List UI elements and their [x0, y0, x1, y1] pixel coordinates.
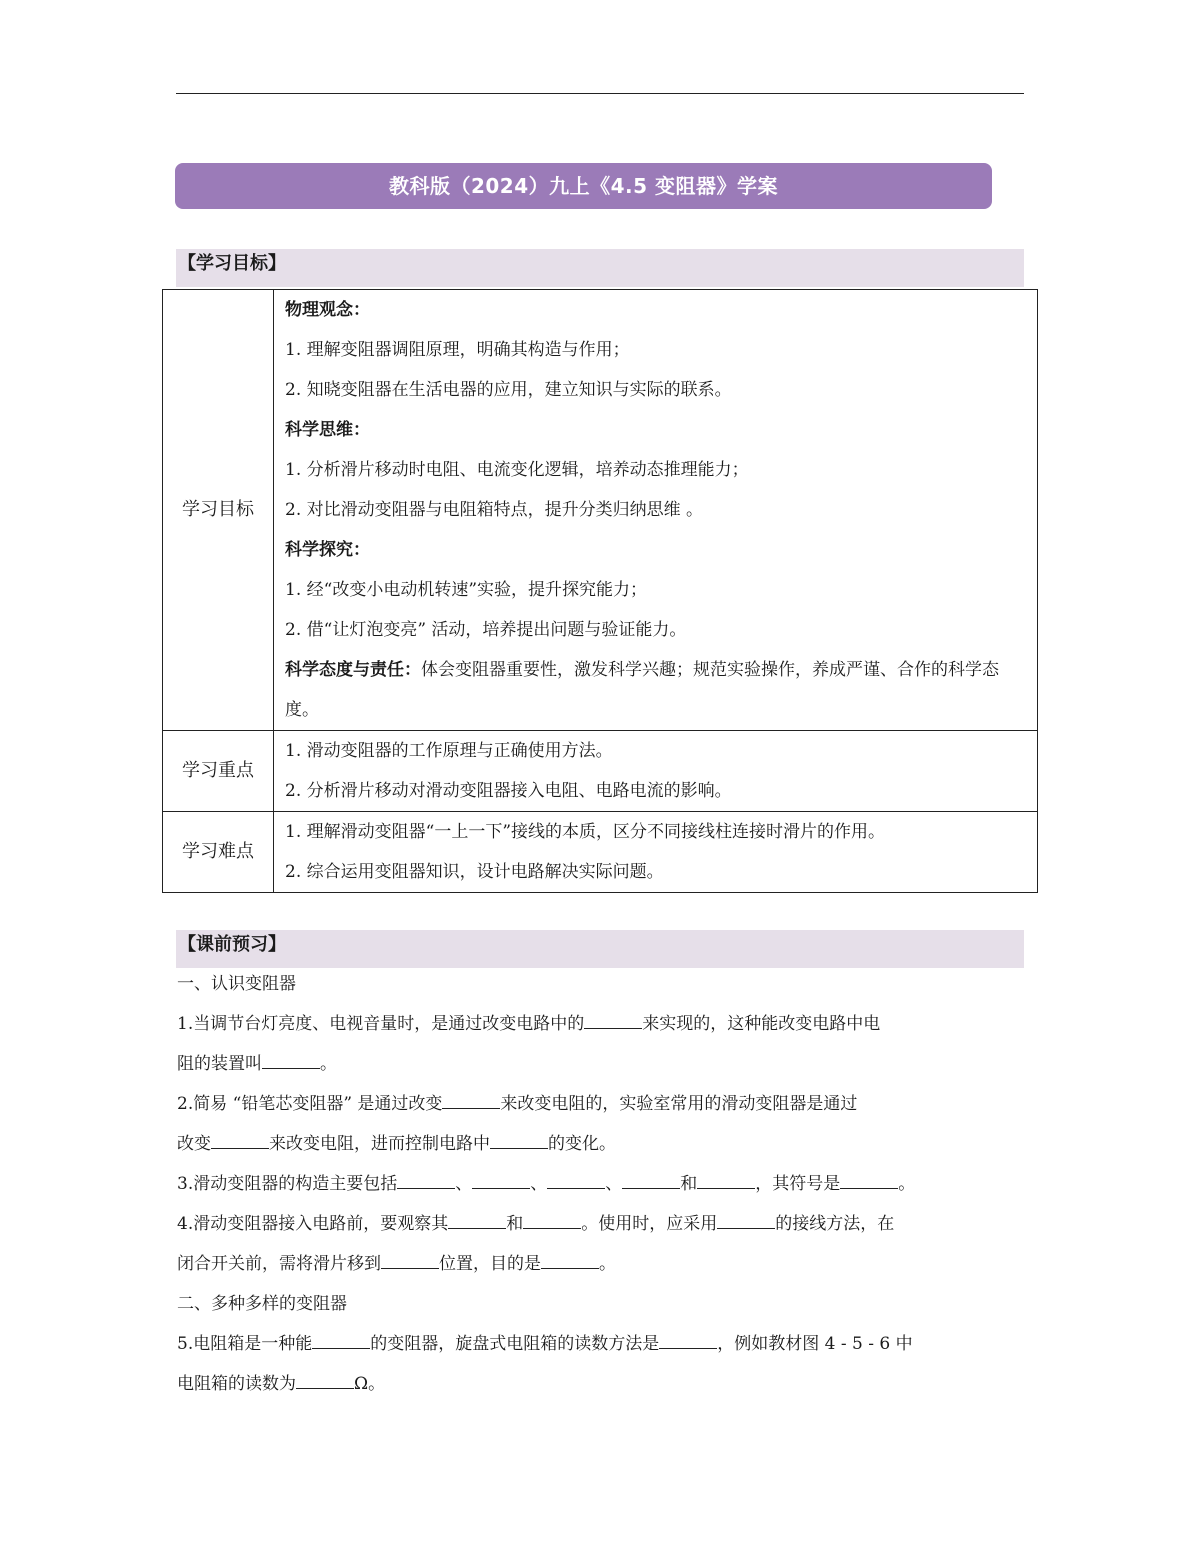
difficulty-item-2: 2. 综合运用变阻器知识，设计电路解决实际问题。 — [285, 862, 664, 882]
q2-text-d: 来改变电阻，进而控制电路中 — [269, 1134, 490, 1154]
table-row-difficulty — [163, 812, 1038, 893]
thinking-heading: 科学思维： — [285, 420, 370, 440]
answer-blank[interactable] — [296, 1370, 354, 1389]
answer-blank[interactable] — [584, 1010, 642, 1029]
q3-text-b: ，其符号是 — [755, 1174, 841, 1194]
answer-blank[interactable] — [659, 1330, 717, 1349]
answer-blank[interactable] — [490, 1130, 548, 1149]
difficulty-label: 学习难点 — [163, 812, 274, 893]
answer-blank[interactable] — [211, 1130, 269, 1149]
table-row-goals — [163, 290, 1038, 731]
answer-blank[interactable] — [547, 1170, 605, 1189]
q5-text-b: 的变阻器，旋盘式电阻箱的读数方法是 — [370, 1334, 660, 1354]
difficulty-content — [274, 812, 1038, 893]
question-4-line-1 — [177, 1204, 1025, 1244]
answer-blank[interactable] — [717, 1210, 775, 1229]
question-4-line-2 — [177, 1244, 1025, 1284]
q4-text-c: 的接线方法，在 — [775, 1214, 895, 1234]
table-row-key — [163, 731, 1038, 812]
goals-content — [274, 290, 1038, 731]
q5-text-d: 电阻箱的读数为 — [177, 1374, 296, 1394]
answer-blank[interactable] — [397, 1170, 455, 1189]
q3-text-a: 3.滑动变阻器的构造主要包括 — [177, 1174, 398, 1194]
question-1-line-2 — [177, 1044, 1025, 1084]
attitude-heading: 科学态度与责任： — [285, 660, 421, 680]
question-2-line-1 — [177, 1084, 1025, 1124]
q3-and: 和 — [680, 1174, 698, 1194]
q1-text-c: 阻的装置叫 — [177, 1054, 262, 1074]
q4-text-a: 4.滑动变阻器接入电路前，要观察其 — [177, 1214, 449, 1234]
key-label: 学习重点 — [163, 731, 274, 812]
answer-blank[interactable] — [697, 1170, 755, 1189]
q2-text-b: 来改变电阻的，实验室常用的滑动变阻器是通过 — [500, 1094, 858, 1114]
q5-text-c: ，例如教材图 4 - 5 - 6 中 — [717, 1334, 913, 1354]
q3-separator: 、 — [455, 1174, 473, 1194]
answer-blank[interactable] — [541, 1250, 599, 1269]
attitude-text: 体会变阻器重要性，激发科学兴趣；规范实验操作，养成严谨、合作的科学态度。 — [285, 660, 999, 720]
q2-text-c: 改变 — [177, 1134, 211, 1154]
answer-blank[interactable] — [442, 1090, 500, 1109]
q2-text-e: 的变化。 — [548, 1134, 616, 1154]
q3-separator: 、 — [605, 1174, 623, 1194]
answer-blank[interactable] — [312, 1330, 370, 1349]
inquiry-heading: 科学探究： — [285, 540, 370, 560]
answer-blank[interactable] — [262, 1050, 320, 1069]
key-item-2: 2. 分析滑片移动对滑动变阻器接入电阻、电路电流的影响。 — [285, 781, 732, 801]
thinking-item-1: 1. 分析滑片移动时电阻、电流变化逻辑，培养动态推理能力； — [285, 460, 749, 480]
inquiry-item-2: 2. 借“让灯泡变亮” 活动，培养提出问题与验证能力。 — [285, 620, 687, 640]
question-5-line-1 — [177, 1324, 1025, 1364]
question-5-line-2 — [177, 1364, 1025, 1404]
q1-text-d: 。 — [320, 1054, 337, 1074]
question-1-line-1 — [177, 1004, 1025, 1044]
section-heading-preview: 【课前预习】 — [176, 930, 1024, 968]
answer-blank[interactable] — [381, 1250, 439, 1269]
question-3-line-1 — [177, 1164, 1025, 1204]
question-2-line-2 — [177, 1124, 1025, 1164]
q4-text-e: 位置，目的是 — [439, 1254, 541, 1274]
document-title: 教科版（2024）九上《4.5 变阻器》学案 — [175, 163, 992, 209]
q1-text-a: 1.当调节台灯亮度、电视音量时，是通过改变电路中的 — [177, 1014, 585, 1034]
attitude-paragraph — [285, 650, 1031, 730]
answer-blank[interactable] — [840, 1170, 898, 1189]
answer-blank[interactable] — [622, 1170, 680, 1189]
part1-heading: 一、认识变阻器 — [177, 974, 296, 994]
key-content — [274, 731, 1038, 812]
key-item-1: 1. 滑动变阻器的工作原理与正确使用方法。 — [285, 741, 613, 761]
q4-and: 和 — [506, 1214, 524, 1234]
thinking-item-2: 2. 对比滑动变阻器与电阻箱特点，提升分类归纳思维 。 — [285, 500, 704, 520]
q5-end: Ω。 — [354, 1374, 386, 1394]
preview-section — [177, 964, 1025, 1404]
section-heading-objectives: 【学习目标】 — [176, 249, 1024, 287]
difficulty-item-1: 1. 理解滑动变阻器“一上一下”接线的本质，区分不同接线柱连接时滑片的作用。 — [285, 822, 886, 842]
header-rule — [176, 93, 1024, 94]
answer-blank[interactable] — [523, 1210, 581, 1229]
physics-heading: 物理观念： — [285, 300, 370, 320]
q5-text-a: 5.电阻箱是一种能 — [177, 1334, 313, 1354]
q1-text-b: 来实现的，这种能改变电路中电 — [642, 1014, 881, 1034]
q4-end: 。 — [599, 1254, 616, 1274]
physics-item-1: 1. 理解变阻器调阻原理，明确其构造与作用； — [285, 340, 630, 360]
goals-label: 学习目标 — [163, 290, 274, 731]
q3-separator: 、 — [530, 1174, 548, 1194]
answer-blank[interactable] — [448, 1210, 506, 1229]
q3-end: 。 — [898, 1174, 916, 1194]
answer-blank[interactable] — [472, 1170, 530, 1189]
part2-heading: 二、多种多样的变阻器 — [177, 1294, 347, 1314]
inquiry-item-1: 1. 经“改变小电动机转速”实验，提升探究能力； — [285, 580, 648, 600]
objectives-table — [162, 289, 1038, 893]
q2-text-a: 2.简易 “铅笔芯变阻器” 是通过改变 — [177, 1094, 443, 1114]
physics-item-2: 2. 知晓变阻器在生活电器的应用，建立知识与实际的联系。 — [285, 380, 732, 400]
q4-text-d: 闭合开关前，需将滑片移到 — [177, 1254, 381, 1274]
q4-text-b: 。使用时，应采用 — [581, 1214, 718, 1234]
